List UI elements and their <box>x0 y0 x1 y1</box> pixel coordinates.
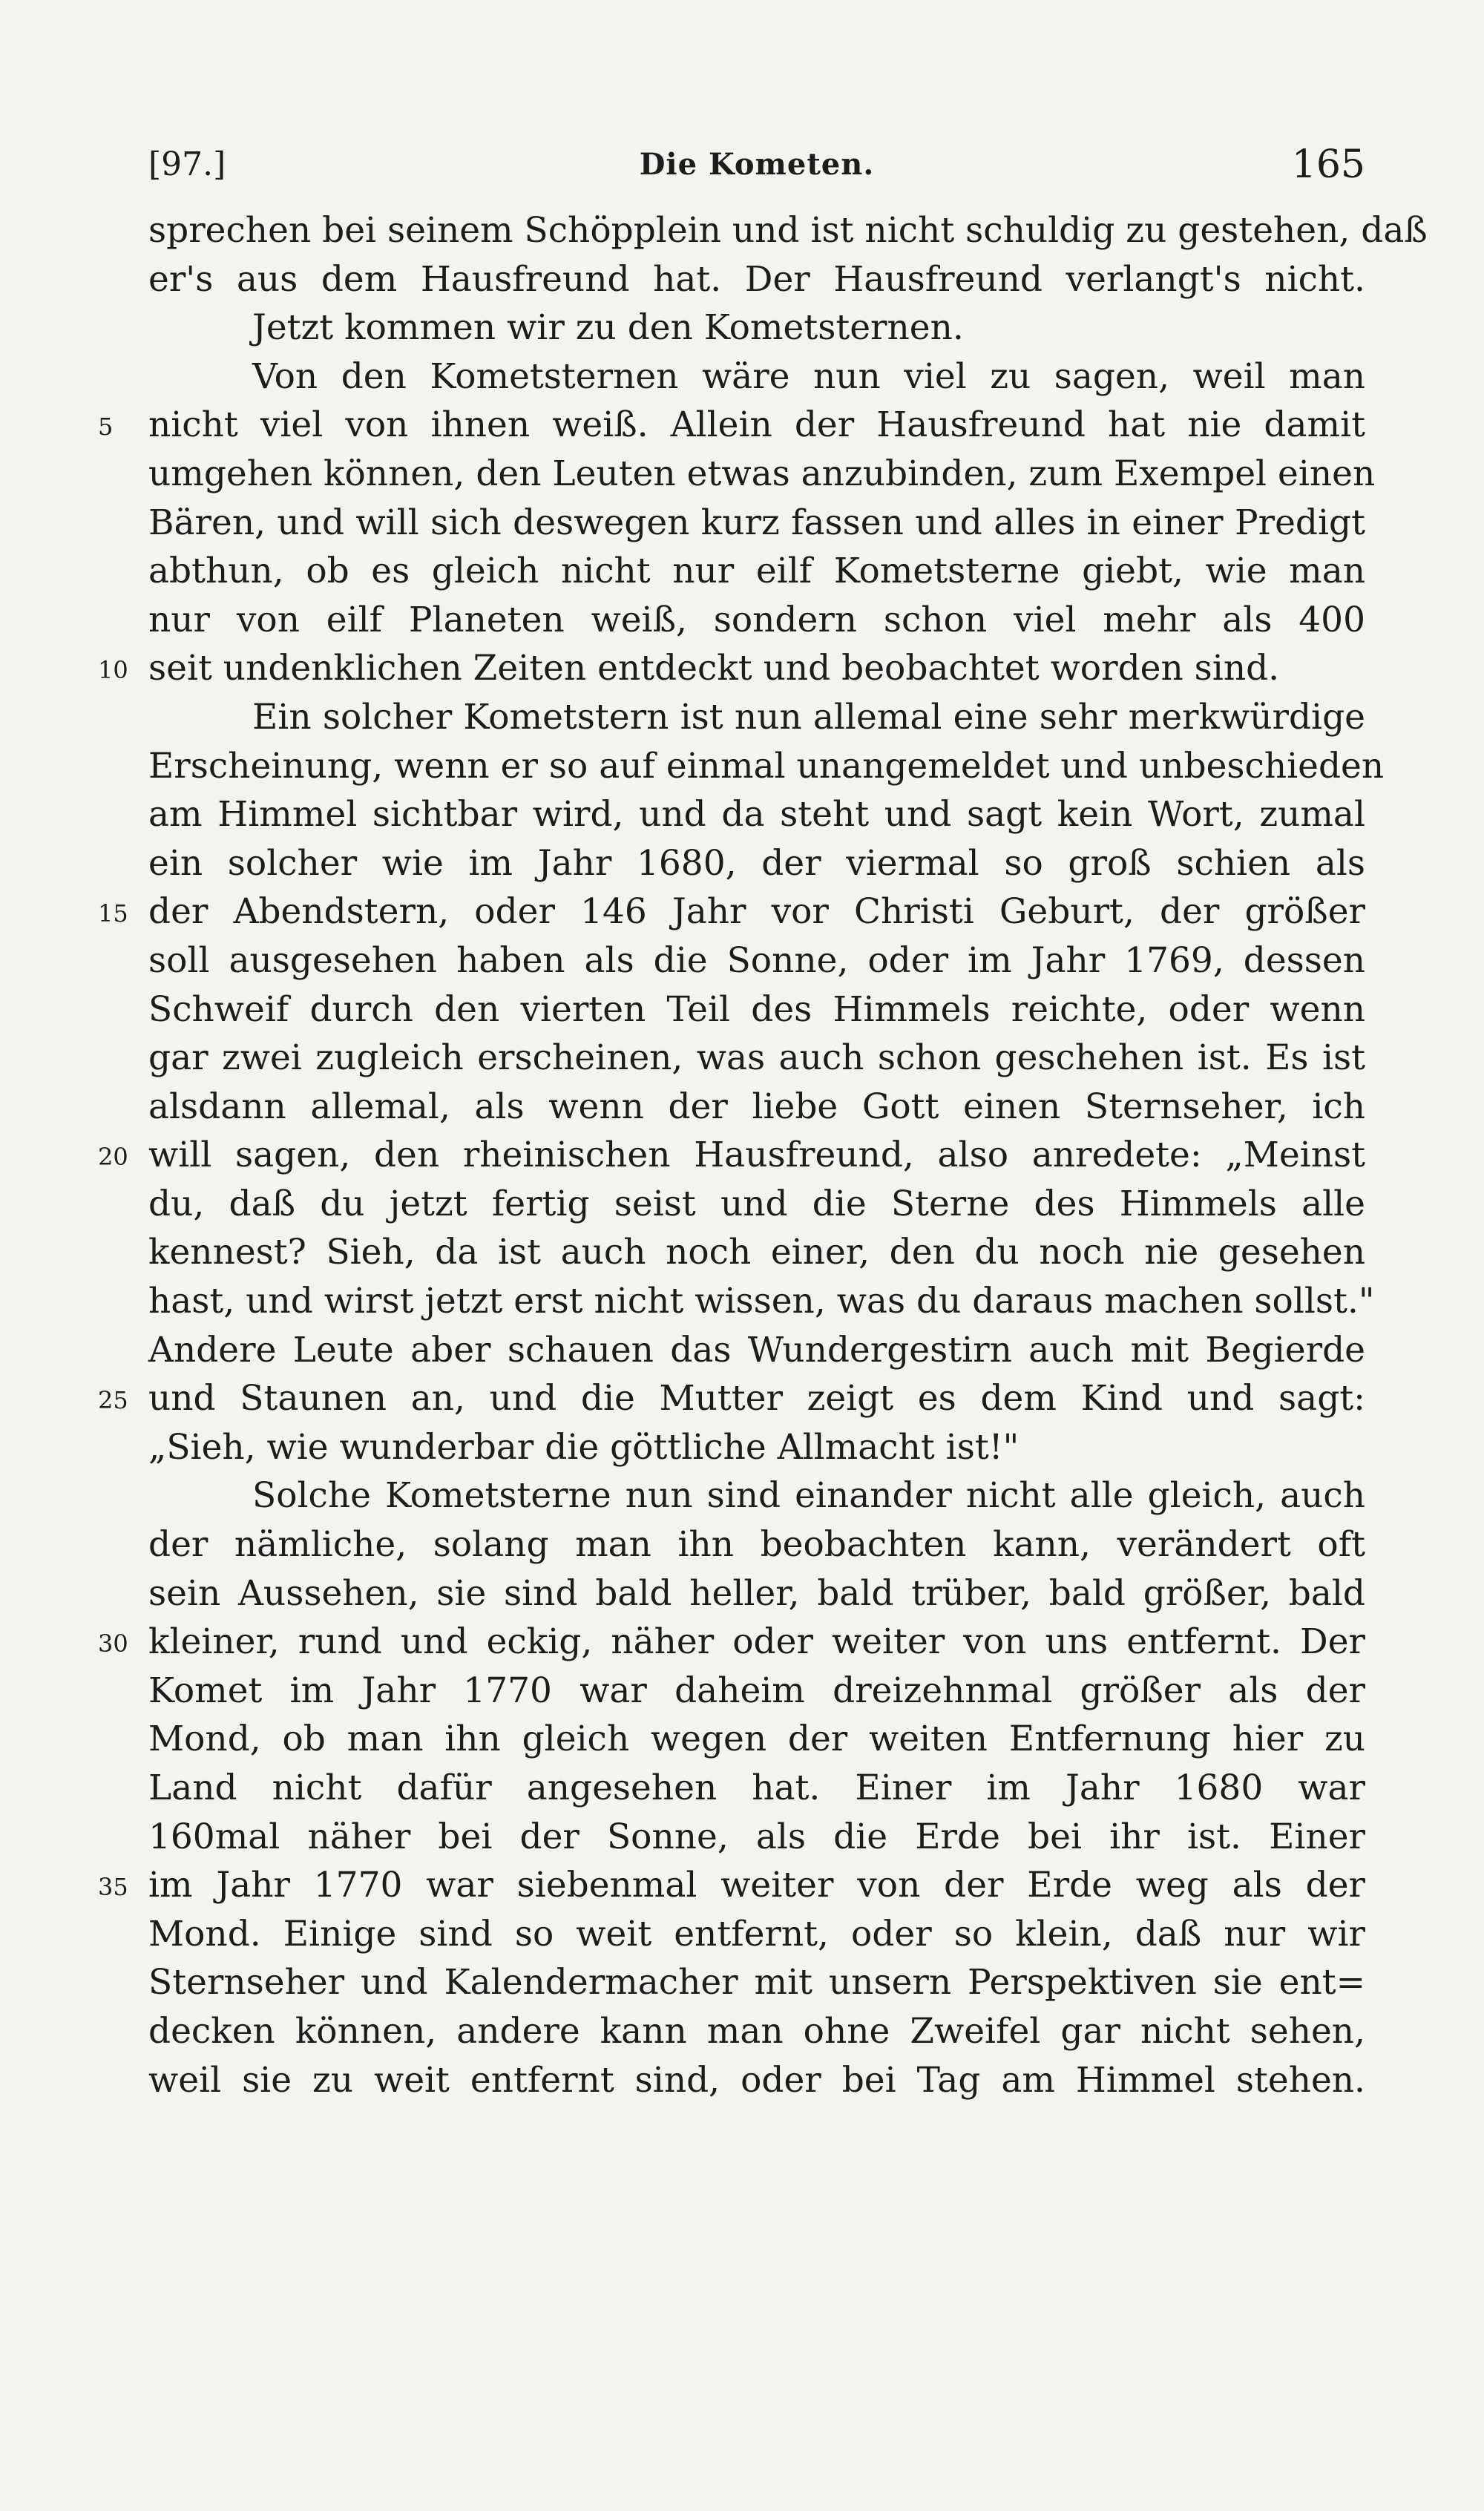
text-line <box>98 1374 1365 1423</box>
text-line <box>148 303 1365 352</box>
line-text: Komet im Jahr 1770 war daheim dreizehnmal größer als der <box>148 1670 1365 1711</box>
line-text: und Staunen an, und die Mutter zeigt es dem Kind und sagt: <box>148 1378 1365 1419</box>
running-header <box>148 135 1365 194</box>
line-number: 5 <box>98 413 114 442</box>
line-text: Jetzt kommen wir zu den Kometsternen. <box>252 307 964 349</box>
text-line <box>148 255 1365 304</box>
body-text <box>98 206 1428 2104</box>
text-line <box>98 887 1365 936</box>
line-number: 35 <box>98 1873 128 1902</box>
text-line <box>148 2056 1365 2105</box>
line-text: umgehen können, den Leuten etwas anzubinden, zum Exempel einen <box>148 453 1376 494</box>
line-text: Land nicht dafür angesehen hat. Einer im Jahr 1680 war <box>148 1767 1365 1808</box>
line-number: 10 <box>98 656 128 685</box>
line-text: nicht viel von ihnen weiß. Allein der Hausfreund hat nie damit <box>148 404 1365 446</box>
text-line <box>148 1326 1365 1375</box>
line-text: hast, und wirst jetzt erst nicht wissen, was du daraus machen sollst." <box>148 1281 1375 1322</box>
line-text: Ein solcher Kometstern ist nun allemal eine sehr merkwürdige <box>252 696 1365 738</box>
text-line <box>148 2007 1365 2056</box>
text-line <box>98 1861 1365 1910</box>
page-number: 165 <box>1291 142 1365 187</box>
text-line <box>148 693 1365 742</box>
text-line <box>148 1083 1365 1132</box>
text-line <box>148 1764 1365 1813</box>
line-text: im Jahr 1770 war siebenmal weiter von der Erde weg als der <box>148 1865 1365 1906</box>
line-text: abthun, ob es gleich nicht nur eilf Kometsterne giebt, wie man <box>148 551 1365 592</box>
line-text: alsdann allemal, als wenn der liebe Gott einen Sternseher, ich <box>148 1086 1365 1127</box>
text-line <box>98 1618 1365 1667</box>
line-text: er's aus dem Hausfreund hat. Der Hausfreund verlangt's nicht. <box>148 258 1365 300</box>
text-line <box>148 1813 1365 1862</box>
line-text: Bären, und will sich deswegen kurz fassen und alles in einer Predigt <box>148 502 1365 543</box>
text-line <box>148 1520 1365 1569</box>
line-text: Mond, ob man ihn gleich wegen der weiten Entfernung hier zu <box>148 1719 1365 1760</box>
text-line <box>148 450 1376 499</box>
line-text: decken können, andere kann man ohne Zweifel gar nicht sehen, <box>148 2010 1365 2052</box>
text-line <box>98 1131 1365 1180</box>
line-text: kleiner, rund und eckig, näher oder weiter von uns entfernt. Der <box>148 1621 1365 1663</box>
line-text: Sternseher und Kalendermacher mit unsern Perspektiven sie ent= <box>148 1962 1365 2003</box>
line-text: Von den Kometsternen wäre nun viel zu sagen, weil man <box>252 355 1365 397</box>
line-text: gar zwei zugleich erscheinen, was auch schon geschehen ist. Es ist <box>148 1037 1365 1079</box>
text-line <box>148 499 1365 548</box>
text-line <box>148 1277 1375 1326</box>
line-text: der nämliche, solang man ihn beobachten kann, verändert oft <box>148 1524 1365 1566</box>
line-text: kennest? Sieh, da ist auch noch einer, den du noch nie gesehen <box>148 1232 1365 1273</box>
line-text: 160mal näher bei der Sonne, als die Erde bei ihr ist. Einer <box>148 1816 1365 1857</box>
line-number: 30 <box>98 1629 128 1658</box>
text-line <box>148 1228 1365 1277</box>
line-number: 15 <box>98 899 128 928</box>
text-line <box>148 1180 1365 1229</box>
line-text: nur von eilf Planeten weiß, sondern schon viel mehr als 400 <box>148 599 1365 640</box>
text-line <box>148 742 1385 791</box>
text-line <box>148 790 1365 839</box>
line-text: der Abendstern, oder 146 Jahr vor Christi Geburt, der größer <box>148 891 1365 933</box>
line-text: Andere Leute aber schauen das Wundergestirn auch mit Begierde <box>148 1329 1365 1371</box>
page-reference: [97.] <box>148 145 226 183</box>
text-line <box>148 1034 1365 1083</box>
text-line <box>148 1423 1365 1472</box>
line-text: du, daß du jetzt fertig seist und die Sterne des Himmels alle <box>148 1183 1365 1224</box>
line-text: Mond. Einige sind so weit entfernt, oder so klein, daß nur wir <box>148 1913 1365 1954</box>
text-line <box>148 1910 1365 1959</box>
line-number: 25 <box>98 1386 128 1415</box>
line-text: soll ausgesehen haben als die Sonne, oder im Jahr 1769, dessen <box>148 939 1365 981</box>
line-text: sein Aussehen, sie sind bald heller, bald trüber, bald größer, bald <box>148 1572 1365 1614</box>
text-line <box>98 401 1365 450</box>
line-text: Erscheinung, wenn er so auf einmal unangemeldet und unbeschieden <box>148 745 1385 787</box>
line-number: 20 <box>98 1143 128 1172</box>
text-line <box>148 1958 1365 2007</box>
text-line <box>148 547 1365 596</box>
text-line <box>148 839 1365 888</box>
line-text: will sagen, den rheinischen Hausfreund, also anredete: „Meinst <box>148 1135 1365 1176</box>
text-line <box>148 985 1365 1034</box>
line-text: Solche Kometsterne nun sind einander nicht alle gleich, auch <box>252 1475 1365 1517</box>
line-text: ein solcher wie im Jahr 1680, der viermal so groß schien als <box>148 842 1365 884</box>
line-text: weil sie zu weit entfernt sind, oder bei Tag am Himmel stehen. <box>148 2059 1365 2101</box>
text-line <box>148 1715 1365 1764</box>
text-line <box>148 352 1365 401</box>
line-text: sprechen bei seinem Schöpplein und ist nicht schuldig zu gestehen, daß <box>148 210 1428 251</box>
line-text: am Himmel sichtbar wird, und da steht und sagt kein Wort, zumal <box>148 794 1365 836</box>
text-line <box>98 644 1365 693</box>
text-line <box>148 1667 1365 1716</box>
line-text: „Sieh, wie wunderbar die göttliche Allmacht ist!" <box>148 1426 1020 1468</box>
text-line <box>148 596 1365 645</box>
text-line <box>148 936 1365 985</box>
text-line <box>148 206 1428 255</box>
line-text: Schweif durch den vierten Teil des Himmels reichte, oder wenn <box>148 988 1365 1030</box>
text-line <box>148 1569 1365 1618</box>
chapter-title: Die Kometen. <box>639 147 875 182</box>
text-line <box>148 1471 1365 1520</box>
line-text: seit undenklichen Zeiten entdeckt und beobachtet worden sind. <box>148 648 1280 689</box>
